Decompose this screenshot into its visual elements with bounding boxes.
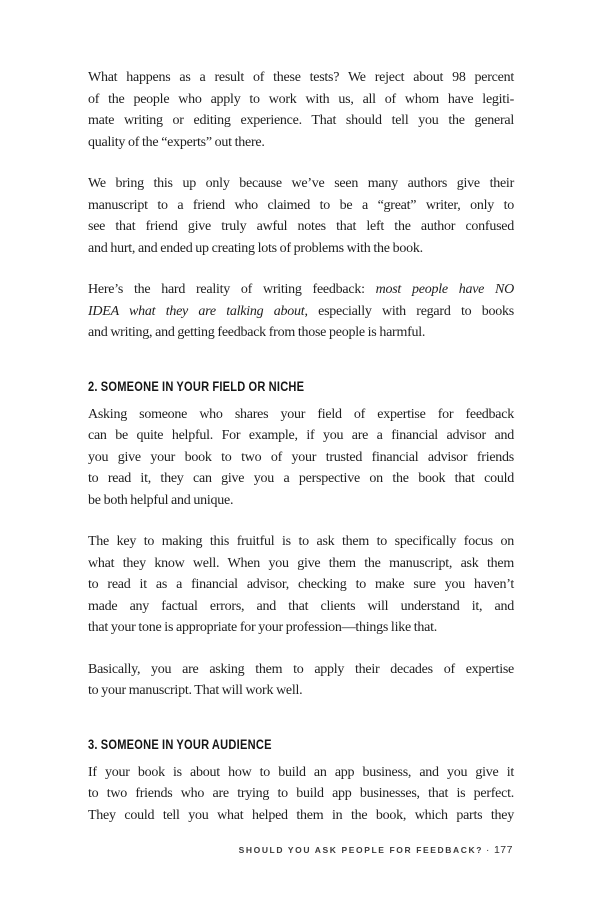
body-text-run: and writing, and getting feedback from those people is harmful. [88,325,426,340]
text-line [88,617,514,639]
body-text-run: , especially with regard to books [304,303,514,319]
body-text-run: We bring this up only because we’ve seen many authors give their [88,176,514,191]
paragraph [88,659,514,702]
paragraph [88,67,514,153]
text-line [88,490,514,512]
text-line [88,596,514,618]
page-body [88,67,514,846]
body-text-run: to two friends who are trying to build app businesses, that is perfect. [88,786,514,801]
text-line [88,680,514,702]
text-line [88,531,514,553]
page-footer [88,844,513,856]
text-line [88,468,514,490]
page-number: 177 [493,844,513,856]
text-line [88,216,514,238]
text-line [88,404,514,426]
body-text-run: The key to making this fruitful is to ask them to specifically focus on [88,534,514,549]
body-text-run: be both helpful and unique. [88,492,234,508]
body-text-run: of the people who apply to work with us, all of whom have legiti- [88,91,514,107]
text-line [88,132,514,154]
italic-text-run: most people have NO [375,282,514,297]
text-line [88,805,514,827]
text-line [88,322,514,344]
text-line [88,110,514,132]
paragraph [88,762,514,827]
text-line [88,425,514,447]
text-line [88,783,514,805]
section-heading-label: 3. SOMEONE IN YOUR AUDIENCE [88,736,272,752]
text-line [88,553,514,575]
body-text-run: and hurt, and ended up creating lots of problems with the book. [88,240,423,256]
body-text-run: to read it, they can give you a perspective on the book that could [88,471,514,486]
italic-text-run: IDEA what they are talking about [88,303,305,319]
body-text-run: that your tone is appropriate for your profession—things like that. [88,620,438,635]
section-heading [88,378,514,396]
section-heading [88,736,514,754]
body-text-run: They could tell you what helped them in the book, which parts they [88,807,514,823]
body-text-run: Asking someone who shares your field of expertise for feedback [88,406,514,422]
footer-separator: · [486,845,491,856]
body-text-run: you give your book to two of your trusted financial advisor friends [88,449,514,465]
body-text-run: What happens as a result of these tests? We reject about 98 percent [88,70,514,85]
body-text-run: made any factual errors, and that clients will understand it, and [88,598,514,614]
body-text-run: Here’s the hard reality of writing feedback: [88,282,376,297]
body-text-run: to read it as a financial advisor, checking to make sure you haven’t [88,577,514,592]
text-line [88,89,514,111]
paragraph [88,279,514,344]
body-text-run: Basically, you are asking them to apply their decades of expertise [88,661,514,677]
body-text-run: can be quite helpful. For example, if you are a financial advisor and [88,428,514,443]
paragraph [88,404,514,512]
paragraph [88,173,514,259]
body-text-run: mate writing or editing experience. That should tell you the general [88,113,514,128]
body-text-run: to your manuscript. That will work well. [88,683,303,698]
text-line [88,574,514,596]
section-heading-label: 2. SOMEONE IN YOUR FIELD OR NICHE [88,378,305,394]
text-line [88,762,514,784]
text-line [88,301,514,323]
body-text-run: see that friend give truly awful notes that left the author confused [88,219,514,234]
body-text-run: If your book is about how to build an app business, and you give it [88,764,514,780]
text-line [88,173,514,195]
body-text-run: what they know well. When you give them the manuscript, ask them [88,555,514,571]
body-text-run: manuscript to a friend who claimed to be a “great” writer, only to [88,197,514,213]
text-line [88,447,514,469]
text-line [88,659,514,681]
text-line [88,195,514,217]
running-head: SHOULD YOU ASK PEOPLE FOR FEEDBACK? [238,845,484,855]
text-line [88,238,514,260]
text-line [88,67,514,89]
text-line [88,279,514,301]
body-text-run: quality of the “experts” out there. [88,134,265,150]
paragraph [88,531,514,639]
